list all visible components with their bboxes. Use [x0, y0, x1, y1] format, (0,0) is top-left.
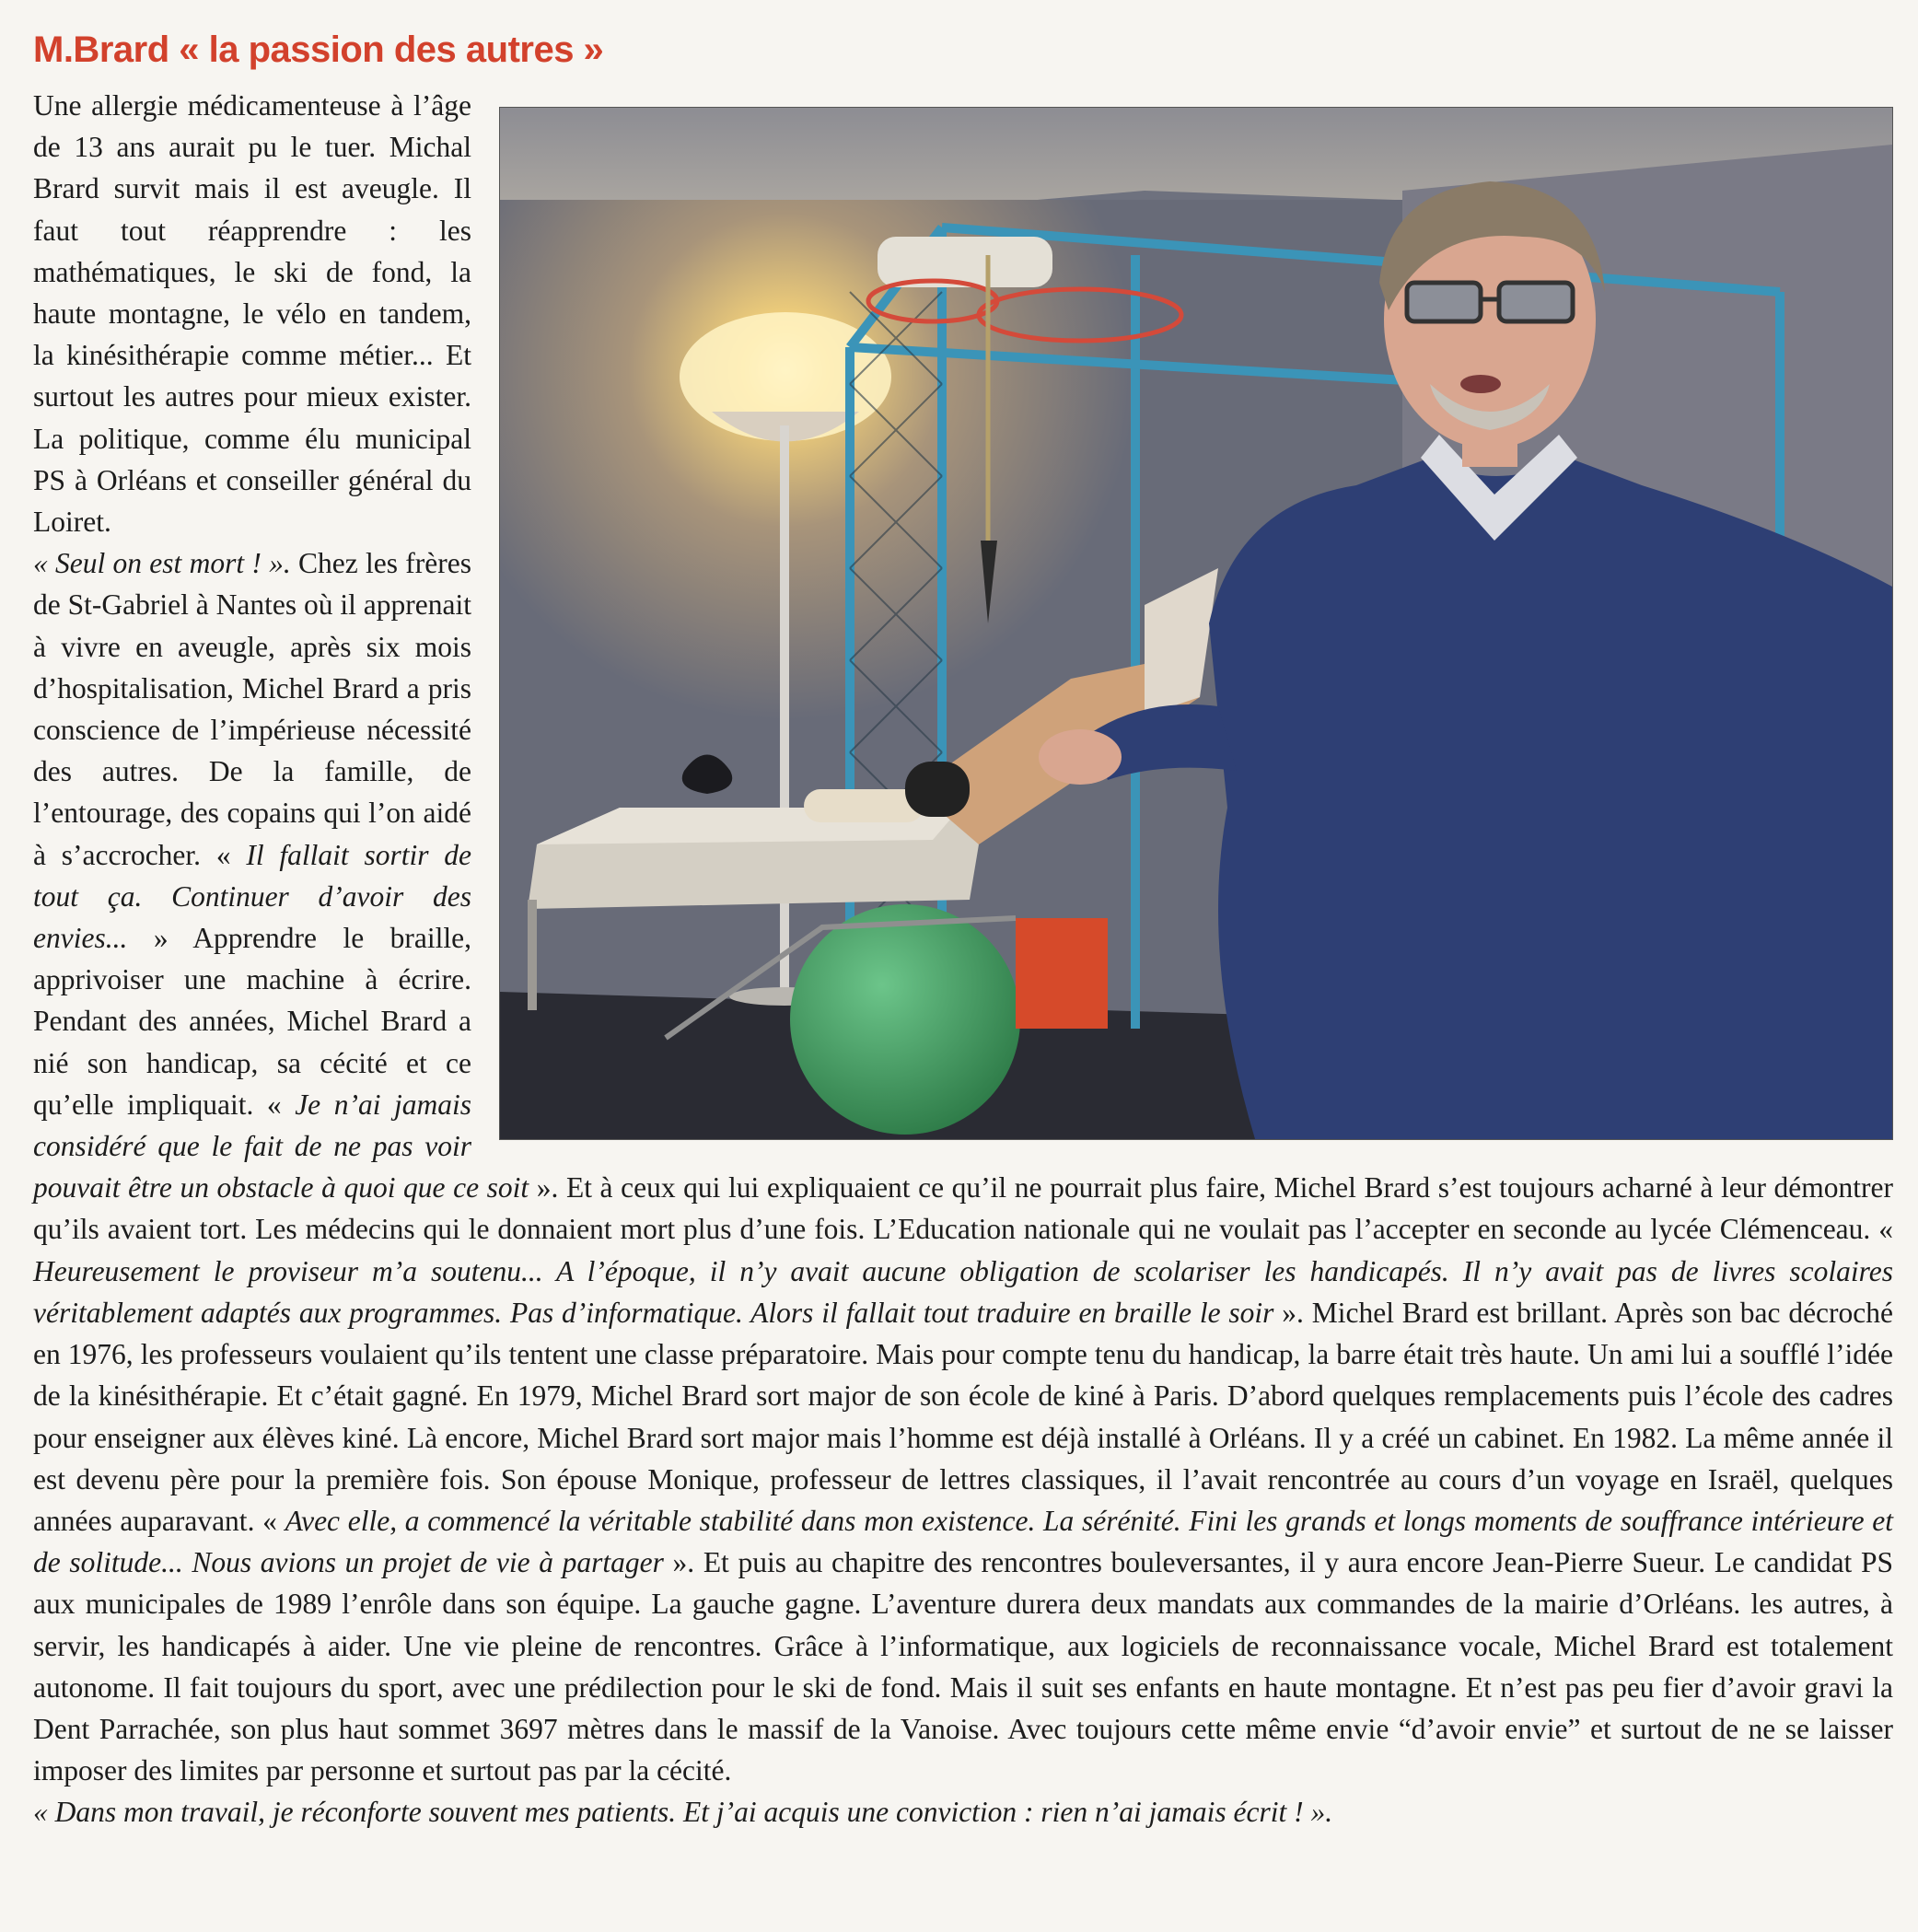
quote-seul: « Seul on est mort ! ». [33, 547, 291, 580]
text-segment: ». Et puis au chapitre des rencontres bouleversantes, il y aura encore Jean-Pierre Sueur. Le candidat PS aux municipales de 1989 l’enrôle dans son équipe. La gauche gagne. L’aventure durera deux mandats aux commandes de la mairie d’Orléans. les autres, à servir, les handicapés à aider. Une vie pleine de rencontres. Grâce à l’informatique, aux logiciels de reconnaissance vocale, Michel Brard est totalement autonome. Il fait toujours du sport, avec une prédilection pour le ski de fond. Mais il suit ses enfants en haute montagne. Et n’est pas peu fier d’avoir gravi la Dent Parrachée, son plus haut sommet 3697 mètres dans le massif de la Vanoise. Avec toujours cette même envie “d’avoir envie” et surtout de ne se laisser imposer des limites par personne et surtout pas par la cécité. [33, 1546, 1893, 1787]
quote-sortir: Il fallait sortir de tout ça. Continuer d’avoir des envies... [33, 838, 471, 955]
text-segment: ». Et à ceux qui lui expliquaient ce qu’il ne pourrait plus faire, Michel Brard s’est toujours acharné à leur démontrer qu’ils avaient tort. Les médecins qui le donnaient mort plus d’une fois. L’Education nationale qui ne voulait pas l’accepter en seconde au lycée Clémenceau. « [33, 1171, 1893, 1246]
photo-illustration [500, 108, 1892, 1139]
quote-proviseur: Heureusement le proviseur m’a soutenu... A l’époque, il n’y avait aucune obligation de scolariser les handicapés. Il n’y avait pas de livres scolaires véritablement adaptés aux programmes. Pas d’informatique. Alors il fallait tout traduire en braille le soir [33, 1254, 1893, 1329]
text-segment: Chez les frères de St-Gabriel à Nantes où il apprenait à vivre en aveugle, après six mois d’hospitalisation, Michel Brard a pris conscience de l’impérieuse nécessité des autres. De la famille, de l’entourage, des copains qui l’on aidé à s’accrocher. « [33, 547, 471, 871]
paragraph-intro: Une allergie médicamenteuse à l’âge de 13 ans aurait pu le tuer. Michal Brard survit mais il est aveugle. Il faut tout réapprendre : les mathématiques, le ski de fond, la haute montagne, le vélo en tandem, la kinésithérapie comme métier... Et surtout les autres pour mieux exister. La politique, comme élu municipal PS à Orléans et conseiller général du Loiret. [33, 89, 471, 539]
text-segment: ». Michel Brard est brillant. Après son bac décroché en 1976, les professeurs voulaient qu’ils tentent une classe préparatoire. Mais pour compte tenu du handicap, la barre était très haute. Un ami lui a soufflé l’idée de la kinésithérapie. Et c’était gagné. En 1979, Michel Brard sort major de son école de kiné à Paris. D’abord quelques remplacements puis l’école des cadres pour enseigner aux élèves kiné. Là encore, Michel Brard sort major mais l’homme est déjà installé à Orléans. Il y a créé un cabinet. En 1982. La même année il est devenu père pour la première fois. Son épouse Monique, professeur de lettres classiques, il l’avait rencontrée au cours d’un voyage en Israël, quelques années auparavant. « [33, 1296, 1893, 1537]
quote-obstacle: Je n’ai jamais considéré que le fait de ne pas voir pouvait être un obstacle à quoi que ce soit [33, 1088, 529, 1205]
quote-conviction: « Dans mon travail, je réconforte souvent mes patients. Et j’ai acquis une conviction : rien n’ai jamais écrit ! ». [33, 1796, 1333, 1829]
quote-stabilite: Avec elle, a commencé la véritable stabilité dans mon existence. La sérénité. Fini les grands et longs moments de souffrance intérieure et de solitude... Nous avions un projet de vie à partager [33, 1504, 1893, 1579]
person-in-physiotherapy-room-photo [499, 107, 1893, 1140]
headline: M.Brard « la passion des autres » [33, 29, 604, 70]
text-segment: » Apprendre le braille, apprivoiser une machine à écrire. Pendant des années, Michel Brard a nié son handicap, sa cécité et ce qu’elle impliquait. « [33, 922, 471, 1121]
closing-quote [33, 1791, 1893, 1833]
article-body [33, 85, 1893, 1833]
